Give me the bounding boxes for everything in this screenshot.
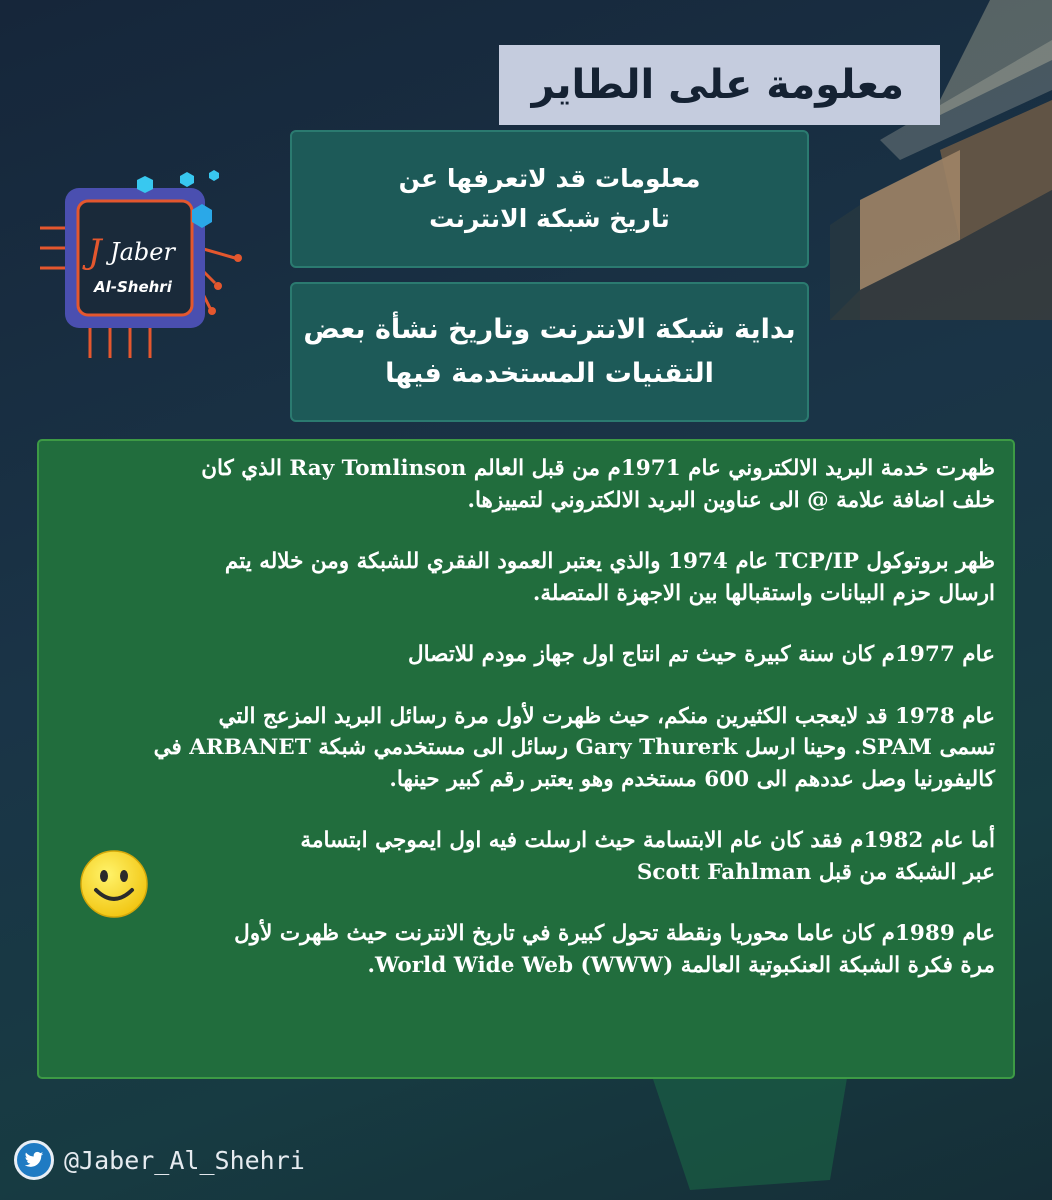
page-title: معلومة على الطاير xyxy=(531,62,904,108)
footer xyxy=(14,1138,305,1182)
title-banner xyxy=(499,45,940,125)
fact-line: عبر الشبكة من قبل Scott Fahlman xyxy=(636,859,995,885)
topic-line-2: التقنيات المستخدمة فيها xyxy=(385,358,714,389)
fact-modem xyxy=(65,639,995,671)
topic-box xyxy=(290,282,809,422)
fact-line: عام 1977م كان سنة كبيرة حيث تم انتاج اول جهاز مودم للاتصال xyxy=(408,642,995,667)
intro-box xyxy=(290,130,809,268)
twitter-handle[interactable]: @Jaber_Al_Shehri xyxy=(64,1145,305,1175)
fact-line: كاليفورنيا وصل عددهم الى 600 مستخدم وهو يعتبر رقم كبير حينها. xyxy=(389,766,995,792)
fact-line: عام 1989م كان عاما محوريا ونقطة تحول كبيرة في تاريخ الانترنت حيث ظهرت لأول xyxy=(234,921,995,946)
fact-line: ظهرت خدمة البريد الالكتروني عام 1971م من قبل العالم Ray Tomlinson الذي كان xyxy=(201,456,995,481)
fact-email xyxy=(65,453,995,516)
logo-surname: Al-Shehri xyxy=(94,278,172,296)
twitter-icon[interactable] xyxy=(14,1140,54,1180)
logo-j: J xyxy=(88,232,102,272)
intro-line-1: معلومات قد لاتعرفها عن xyxy=(398,164,701,193)
fact-line: تسمى SPAM. وحينا ارسل Gary Thurerk رسائل الى مستخدمي شبكة ARBANET في xyxy=(153,735,995,760)
fact-line: ظهر بروتوكول TCP/IP عام 1974 والذي يعتبر العمود الفقري للشبكة ومن خلاله يتم xyxy=(224,549,995,574)
logo-name: Jaber xyxy=(110,238,175,266)
intro-line-2: تاريخ شبكة الانترنت xyxy=(429,204,670,233)
jaber-logo xyxy=(30,168,250,368)
fact-line: أما عام 1982م فقد كان عام الابتسامة حيث ارسلت فيه اول ايموجي ابتسامة xyxy=(300,828,995,853)
fact-spam xyxy=(65,701,995,796)
fact-www xyxy=(65,918,995,981)
fact-line: ارسال حزم البيانات واستقبالها بين الاجهزة المتصلة. xyxy=(532,580,995,606)
fact-tcpip xyxy=(65,546,995,609)
fact-emoji xyxy=(65,825,995,888)
smiley-icon xyxy=(78,848,150,920)
topic-line-1: بداية شبكة الانترنت وتاريخ نشأة بعض xyxy=(303,314,796,345)
facts-panel xyxy=(37,439,1015,1079)
fact-line: مرة فكرة الشبكة العنكبوتية العالمة (World Wide Web (WWW. xyxy=(367,952,995,978)
fact-line: خلف اضافة علامة @ الى عناوين البريد الالكتروني لتمييزها. xyxy=(467,487,995,513)
fact-line: عام 1978 قد لايعجب الكثيرين منكم، حيث ظهرت لأول مرة رسائل البريد المزعج التي xyxy=(218,703,995,729)
